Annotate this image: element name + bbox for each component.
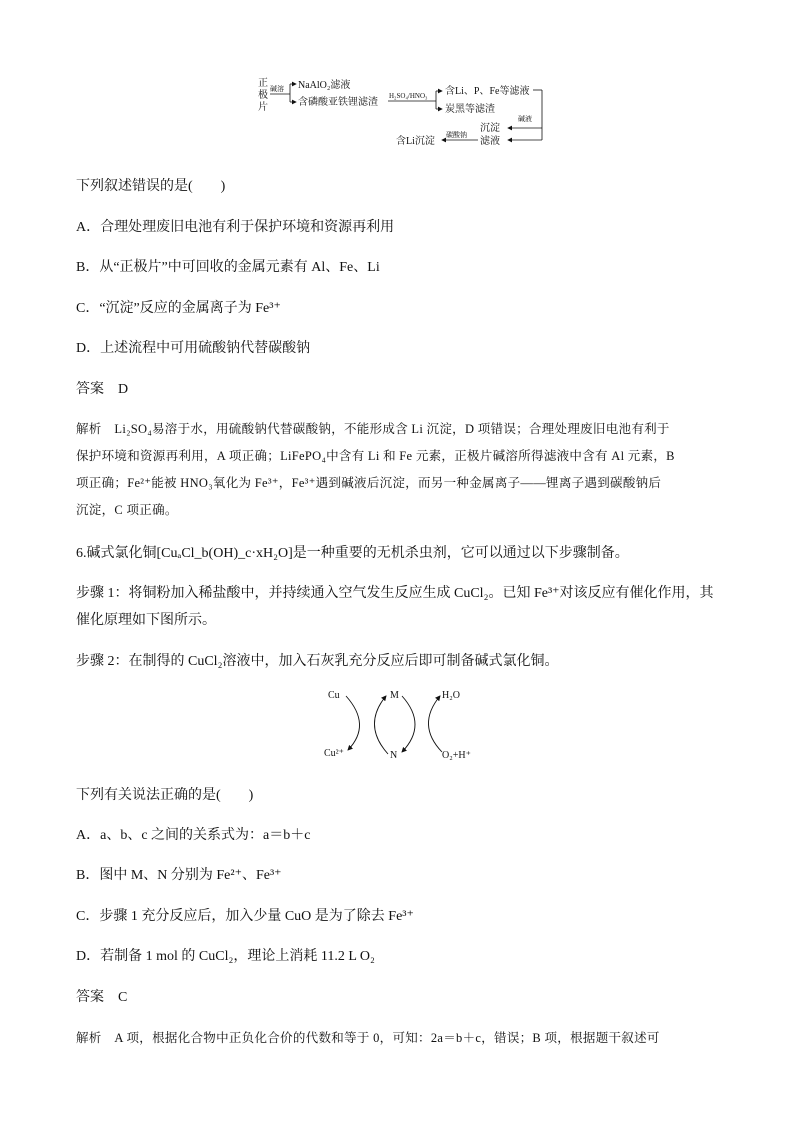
q5-option-c: C．“沉淀”反应的金属离子为 Fe³⁺ (76, 301, 281, 316)
flow-start-2: 极 (258, 90, 268, 101)
flow-precip: 沉淀 (480, 123, 500, 134)
process-flowchart (250, 74, 550, 154)
q6-option-a: A．a、b、c 之间的关系式为：a＝b＋c (76, 828, 311, 843)
q5-explanation-2: 保护环境和资源再利用，A 项正确；LiFePO₄中含有 Li 和 Fe 元素，正极片碱溶所得滤液中含有 Al 元素，B (76, 449, 675, 463)
q6-step1-line2: 催化原理如下图所示。 (76, 613, 216, 628)
flow-start-3: 片 (258, 102, 268, 113)
q6-explanation-1: 解析 A 项，根据化合物中正负化合价的代数和等于 0，可知：2a＝b＋c，错误；B 项，根据题干叙述可 (76, 1031, 660, 1045)
cycle-o2h: O₂+H⁺ (442, 750, 471, 761)
flow-carbonate: 碳酸钠 (446, 131, 467, 139)
flow-filtrate1: NaAlO₂滤液 (298, 80, 351, 91)
flow-acid: H₂SO₄/HNO₃ (389, 92, 428, 100)
q6-step2: 步骤 2：在制得的 CuCl₂溶液中，加入石灰乳充分反应后即可制备碱式氯化铜。 (76, 654, 559, 669)
cycle-cu: Cu (328, 690, 340, 701)
q6-step1-line1: 步骤 1：将铜粉加入稀盐酸中，并持续通入空气发生反应生成 CuCl₂。已知 Fe³⁺对该反应有催化作用，其 (76, 586, 714, 601)
catalysis-cycle-diagram (322, 680, 512, 770)
q5-explanation-3: 项正确；Fe²⁺能被 HNO₃氧化为 Fe³⁺，Fe³⁺遇到碱液后沉淀，而另一种金属离子——锂离子遇到碳酸钠后 (76, 476, 662, 490)
q5-option-d: D．上述流程中可用硫酸钠代替碳酸钠 (76, 341, 311, 356)
q5-stem: 下列叙述错误的是( ) (76, 179, 226, 194)
q5-explanation-1: 解析 Li₂SO₄易溶于水，用硫酸钠代替碳酸钠，不能形成含 Li 沉淀，D 项错误；合理处理废旧电池有利于 (76, 422, 670, 436)
flow-product: 含Li沉淀 (396, 136, 435, 147)
q6-option-c: C．步骤 1 充分反应后，加入少量 CuO 是为了除去 Fe³⁺ (76, 909, 414, 924)
q6-answer: 答案 C (76, 990, 128, 1005)
flow-alkali: 碱液 (518, 115, 532, 123)
q6-stem: 6.碱式氯化铜[CuₐCl_b(OH)_c·xH₂O]是一种重要的无机杀虫剂，它可以通过以下步骤制备。 (76, 546, 629, 561)
flow-start-1: 正 (258, 78, 268, 89)
q6-option-b: B．图中 M、N 分别为 Fe²⁺、Fe³⁺ (76, 868, 282, 883)
flow-s1: 碱溶 (270, 85, 284, 93)
cycle-n: N (390, 750, 398, 761)
q6-question: 下列有关说法正确的是( ) (76, 788, 254, 803)
q5-explanation-4: 沉淀，C 项正确。 (76, 503, 178, 517)
flow-residue1: 含磷酸亚铁锂滤渣 (298, 97, 378, 108)
cycle-m: M (390, 690, 399, 701)
q5-option-a: A．合理处理废旧电池有利于保护环境和资源再利用 (76, 220, 395, 235)
flow-residue2: 炭黑等滤渣 (445, 104, 495, 115)
cycle-cu2: Cu²⁺ (324, 748, 344, 759)
flow-filtrate2: 含Li、P、Fe等滤液 (445, 86, 530, 97)
q6-option-d: D．若制备 1 mol 的 CuCl₂，理论上消耗 11.2 L O₂ (76, 949, 375, 964)
flow-filtrate3: 滤液 (480, 136, 500, 147)
q5-option-b: B．从“正极片”中可回收的金属元素有 Al、Fe、Li (76, 260, 380, 275)
q5-answer: 答案 D (76, 382, 129, 397)
cycle-h2o: H₂O (442, 690, 460, 701)
